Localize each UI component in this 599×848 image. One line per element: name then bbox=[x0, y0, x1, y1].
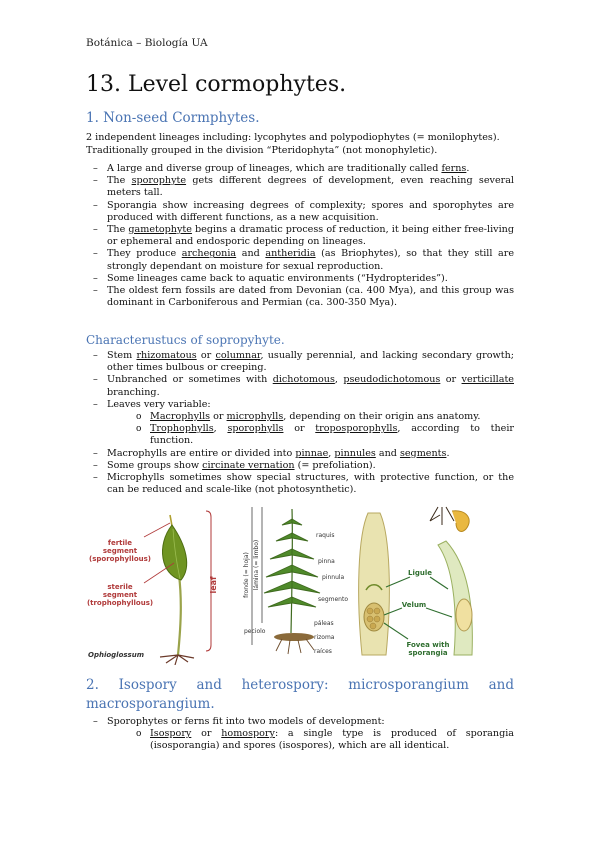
sub-list-item: o Isospory or homospory: a single type is produced of sporangia (isosporangia) and spores (isospores), which are all identical. bbox=[107, 728, 514, 752]
sub-list-item: o Macrophylls or microphylls, depending on their origin ans anatomy. bbox=[107, 411, 514, 423]
running-header: Botánica – Biología UA bbox=[86, 37, 208, 49]
label-pinna: pinna bbox=[318, 558, 335, 565]
label-peciolo: peciolo bbox=[244, 628, 266, 635]
label-ligule: Ligule bbox=[407, 569, 433, 577]
label-fertile-3: (sporophyllous) bbox=[89, 555, 151, 563]
list-item: – They produce archegonia and antheridia (as Briophytes), so that they still are strongly dependant on moisture for sexual reproduction. bbox=[86, 248, 514, 272]
list-item: – Some lineages came back to aquatic environments (“Hydropterides”). bbox=[86, 273, 514, 285]
figure-sporophyll bbox=[359, 507, 473, 657]
label-fertile-2: segment bbox=[102, 547, 138, 555]
sub-list-item: o Trophophylls, sporophylls or troposporophylls, according to their function. bbox=[107, 423, 514, 447]
label-pinnula: pinnula bbox=[322, 574, 345, 581]
label-paleas: páleas bbox=[314, 620, 334, 627]
list-item: – A large and diverse group of lineages, which are traditionally called ferns. bbox=[86, 163, 514, 175]
list-item: – The gametophyte begins a dramatic process of reduction, it being either free-living or ephemeral and endosporic depending on lineages. bbox=[86, 224, 514, 248]
list-item: – Stem rhizomatous or columnar, usually perennial, and lacking secondary growth; other times bulbous or creeping. bbox=[86, 350, 514, 374]
label-species: Ophioglossum bbox=[88, 651, 144, 659]
label-raices: raíces bbox=[314, 648, 332, 655]
figure-ophioglossum bbox=[86, 505, 236, 665]
bullet-list-isospory bbox=[86, 716, 514, 753]
bullet-list-characteristics bbox=[86, 350, 514, 496]
section-heading-isospory: 2. Isospory and heterospory: microsporangium and macrosporangium. bbox=[86, 677, 514, 712]
page-title: 13. Level cormophytes. bbox=[86, 72, 347, 97]
label-rizoma: rizoma bbox=[314, 634, 335, 641]
section-heading-non-seed: 1. Non-seed Cormphytes. bbox=[86, 110, 260, 126]
label-fovea-1: Fovea with bbox=[406, 641, 450, 649]
label-sterile-3: (trophophyllous) bbox=[86, 599, 154, 607]
label-leaf: leaf bbox=[209, 576, 218, 594]
figure-strip bbox=[86, 505, 514, 665]
label-sterile-2: segment bbox=[102, 591, 138, 599]
bullet-list-ferns bbox=[86, 163, 514, 309]
label-lamina: lámina (= limbo) bbox=[253, 539, 260, 591]
list-item: – Leaves very variable: o Macrophylls or microphylls, depending on their origin ans anatomy. o Trophophylls, sporophylls or troposporophylls, according to their function. bbox=[86, 399, 514, 448]
label-raquis: raquis bbox=[316, 532, 335, 539]
list-item: – Sporophytes or ferns fit into two models of development: o Isospory or homospory: a single type is produced of sporangia (isosporangia) and spores (isospores), which are all identical. bbox=[86, 716, 514, 753]
list-item: – Macrophylls are entire or divided into pinnae, pinnules and segments. bbox=[86, 448, 514, 460]
label-segmento: segmento bbox=[318, 596, 348, 603]
list-item: – Unbranched or sometimes with dichotomous, pseudodichotomous or verticillate branching. bbox=[86, 374, 514, 398]
list-item: – Sporangia show increasing degrees of complexity; spores and sporophytes are produced with different functions, as a new acquisition. bbox=[86, 200, 514, 224]
list-item: – The oldest fern fossils are dated from Devonian (ca. 400 Mya), and this group was dominant in Carboniferous and Permian (ca. 300-350 Mya). bbox=[86, 285, 514, 309]
sub-list-isospory bbox=[107, 728, 514, 752]
section-intro: 2 independent lineages including: lycophytes and polypodiophytes (= monilophytes). Traditionally grouped in the division “Pteridophyta” (not monophyletic). bbox=[86, 132, 500, 156]
section-heading-characteristics: Characterustucs of sopropyhyte. bbox=[86, 333, 285, 347]
list-item: – Microphylls sometimes show special structures, with protective function, or the can be reduced and scale-like (not photosynthetic). bbox=[86, 472, 514, 496]
sub-list-leaves bbox=[107, 411, 514, 448]
label-fovea-2: sporangia bbox=[408, 649, 448, 657]
label-fertile-1: fertile bbox=[107, 539, 133, 547]
list-item: – The sporophyte gets different degrees of development, even reaching several meters tall. bbox=[86, 175, 514, 199]
list-item: – Some groups show circinate vernation (= prefoliation). bbox=[86, 460, 514, 472]
figure-fern-frond bbox=[243, 507, 348, 655]
label-velum: Velum bbox=[401, 601, 427, 609]
label-sterile-1: sterile bbox=[107, 583, 133, 591]
label-fronde: fronde (= hoja) bbox=[243, 552, 250, 598]
